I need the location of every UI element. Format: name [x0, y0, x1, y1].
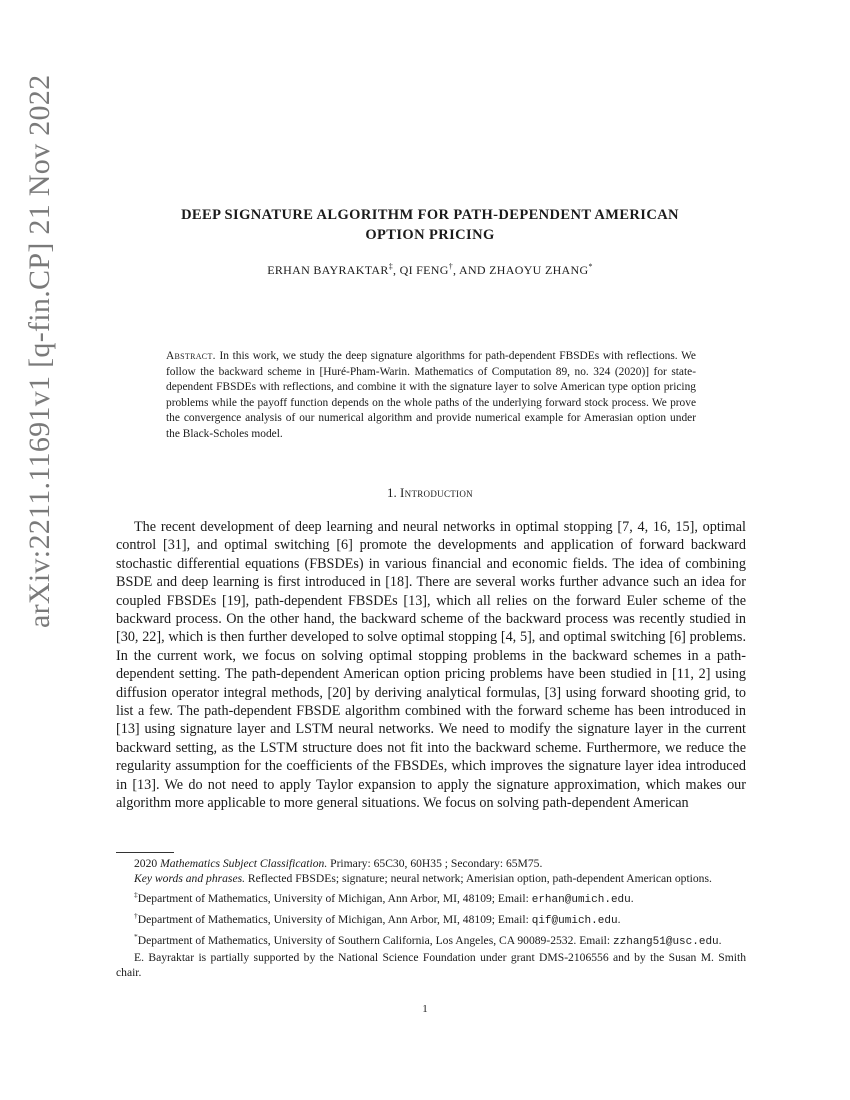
footnote-keywords	[116, 871, 746, 886]
author-list: ERHAN BAYRAKTAR‡, QI FENG†, AND ZHAOYU ZHANG*	[267, 262, 593, 277]
author-mark-star: *	[588, 262, 593, 271]
footnotes	[116, 856, 746, 981]
paper-title	[110, 205, 750, 245]
abstract-text: In this work, we study the deep signature algorithms for path-dependent FBSDEs with reflections. We follow the backward scheme in [Huré-Pham-Warin. Mathematics of Computation 89, no. 324 (2020)] for state-dependent FBSDEs with reflections, and combine it with the signature layer to solve American type option pricing problems while the payoff function depends on the whole paths of the underlying forward stock process. We prove the convergence analysis of our numerical algorithm and provide numerical example for Amerasian option under the Black-Scholes model.	[166, 350, 696, 440]
abstract-label: Abstract.	[166, 350, 216, 362]
aff3-email-link[interactable]: zzhang51@usc.edu	[613, 935, 719, 948]
aff2-email-link[interactable]: qif@umich.edu	[531, 914, 618, 927]
aff3-mark: *	[134, 931, 138, 941]
aff1-mark: ‡	[134, 889, 138, 899]
author-bayraktar: ERHAN BAYRAKTAR	[267, 263, 389, 277]
aff2-text: Department of Mathematics, University of Michigan, Ann Arbor, MI, 48109; Email:	[137, 912, 529, 926]
keywords-label: Key words and phrases.	[134, 872, 246, 886]
author-zhang: AND ZHAOYU ZHANG	[458, 263, 589, 277]
footnote-rule	[116, 852, 174, 853]
author-mark-dagger: †	[448, 262, 454, 271]
page-number: 1	[422, 1003, 428, 1015]
aff2-mark: †	[134, 910, 138, 920]
aff3-text: Department of Mathematics, University of Southern California, Los Angeles, CA 90089-2532. Email:	[137, 933, 611, 947]
section-number: 1.	[387, 485, 397, 500]
footnote-affiliation-2: †Department of Mathematics, University of Michigan, Ann Arbor, MI, 48109; Email: qif@umich.edu.	[134, 910, 621, 927]
author-feng: QI FENG	[399, 263, 449, 277]
msc-text: Primary: 65C30, 60H35 ; Secondary: 65M75.	[330, 857, 543, 870]
abstract	[166, 349, 696, 442]
footnote-msc	[116, 856, 746, 871]
section-title: Introduction	[400, 485, 473, 500]
author-mark-double-dagger: ‡	[388, 262, 393, 271]
title-line-2: OPTION PRICING	[365, 227, 495, 243]
keywords-text: Reflected FBSDEs; signature; neural network; Amerisian option, path-dependent American options.	[247, 872, 712, 886]
aff1-text: Department of Mathematics, University of Michigan, Ann Arbor, MI, 48109; Email:	[137, 891, 529, 905]
footnote-funding: E. Bayraktar is partially supported by the National Science Foundation under grant DMS-2106556 and by the Susan M. Smith chair.	[116, 951, 746, 980]
msc-label: Mathematics Subject Classification.	[160, 857, 328, 870]
title-line-1: DEEP SIGNATURE ALGORITHM FOR PATH-DEPENDENT AMERICAN	[181, 207, 679, 223]
section-heading	[110, 485, 750, 501]
intro-paragraph: The recent development of deep learning and neural networks in optimal stopping [7, 4, 16, 15], optimal control [31], and optimal switching [6] promote the developments and application of forward backward stochastic differential equations (FBSDEs) in various financial and economic fields. The idea of combining BSDE and deep learning is first introduced in [18]. There are several works further advance such an idea for coupled FBSDEs [19], path-dependent FBSDEs [13], which all relies on the forward Euler scheme of the backward process. On the other hand, the backward scheme of the backward process was recently studied in [30, 22], which is then further developed to solve optimal stopping [4, 5], and optimal switching [6] problems. In the current work, we focus on solving optimal stopping problems in the backward schemes in a path-dependent setting. The path-dependent American option pricing problems have been studied in [11, 2] using diffusion operator integral methods, [20] by deriving analytical formulas, [3] using forward shooting grid, to list a few. The path-dependent FBSDE algorithm combined with the forward scheme has been introduced in [13] using signature layer and LSTM neural networks. We need to modify the signature layer in the current backward setting, as the LSTM structure does not fit into the backward scheme. Furthermore, we reduce the regularity assumption for the coefficients of the FBSDEs, which improves the signature layer idea introduced in [13]. We do not need to apply Taylor expansion to apply the signature approximation, which makes our algorithm more applicable to more general situations. We focus on solving path-dependent American	[116, 519, 746, 812]
msc-year: 2020	[134, 857, 158, 870]
footnote-affiliation-1: ‡Department of Mathematics, University of Michigan, Ann Arbor, MI, 48109; Email: erhan@umich.edu.	[134, 889, 634, 906]
aff1-email-link[interactable]: erhan@umich.edu	[531, 893, 631, 906]
footnote-affiliation-3: *Department of Mathematics, University of Southern California, Los Angeles, CA 90089-2532. Email: zzhang51@usc.edu.	[134, 931, 722, 948]
arxiv-identifier-stamp: arXiv:2211.11691v1 [q-fin.CP] 21 Nov 2022	[23, 74, 56, 628]
